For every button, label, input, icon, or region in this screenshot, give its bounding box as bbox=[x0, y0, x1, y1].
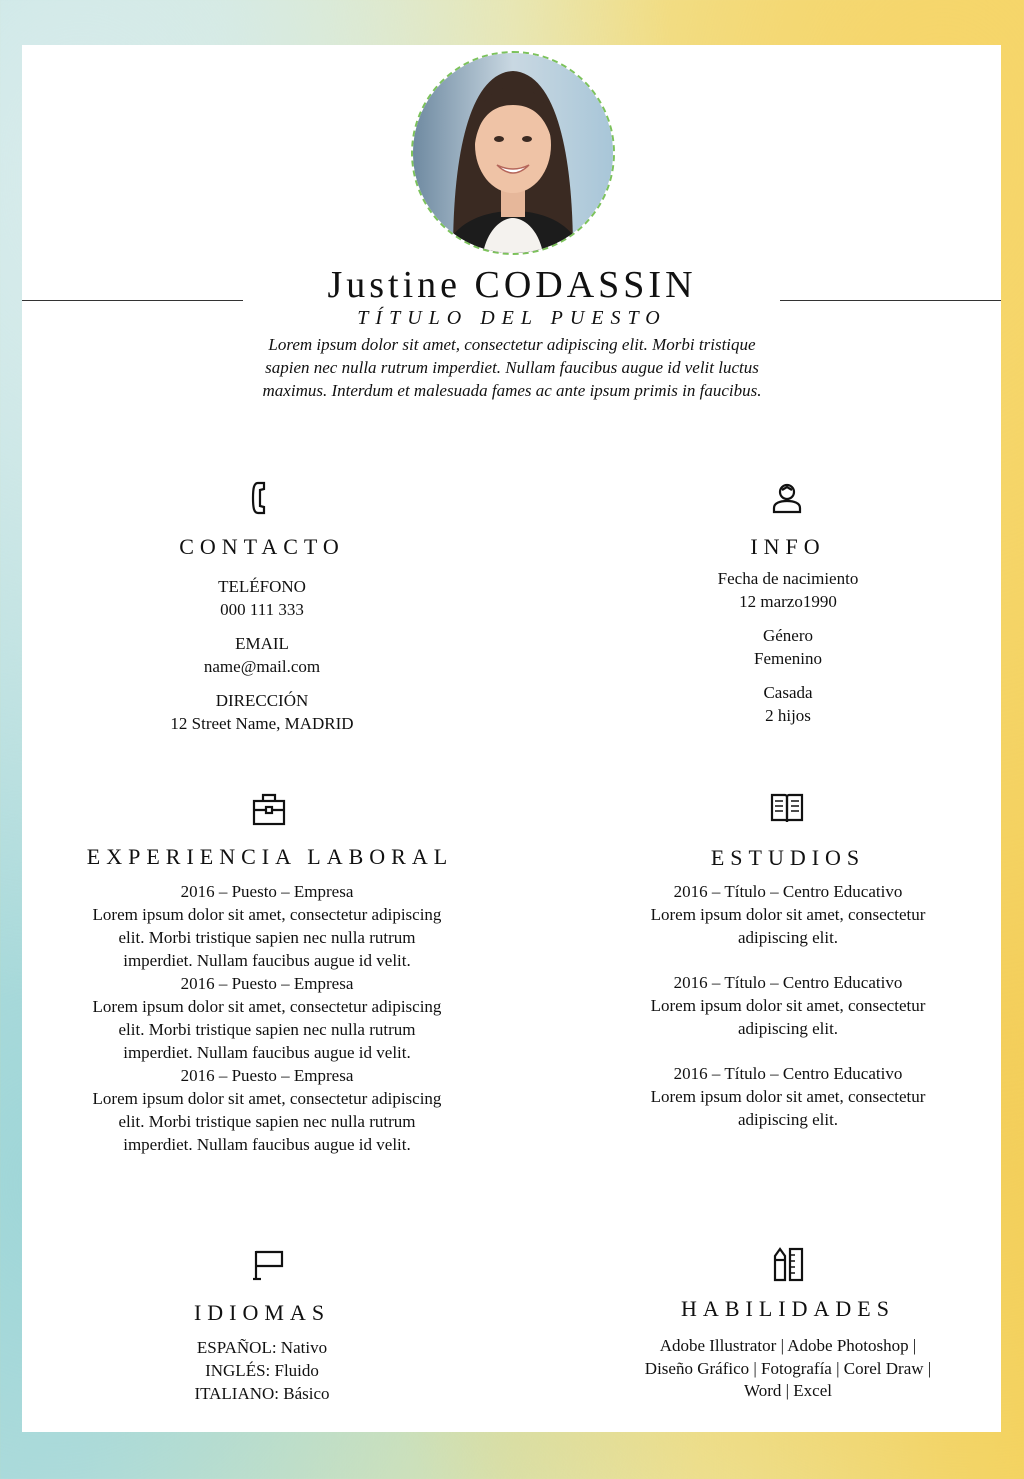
candidate-name: Justine CODASSIN bbox=[327, 264, 697, 306]
birth-label: Fecha de nacimiento bbox=[717, 569, 859, 588]
briefcase-icon bbox=[252, 792, 286, 826]
education-desc: Lorem ipsum dolor sit amet, consectetur adipiscing elit. bbox=[650, 1087, 926, 1129]
languages-heading: IDIOMAS bbox=[193, 1300, 331, 1325]
flag-icon bbox=[252, 1248, 286, 1282]
job-title: TÍTULO DEL PUESTO bbox=[357, 307, 667, 329]
profile-photo bbox=[411, 51, 615, 255]
experience-desc: Lorem ipsum dolor sit amet, consectetur adipiscing elit. Morbi tristique sapien nec nulla rutrum imperdiet. Nullam faucibus augue id velit. bbox=[92, 905, 442, 970]
header-rule-left bbox=[22, 300, 243, 301]
tools-icon bbox=[771, 1246, 805, 1282]
education-item bbox=[615, 880, 961, 949]
experience-title: 2016 – Puesto – Empresa bbox=[180, 974, 354, 993]
experience-desc: Lorem ipsum dolor sit amet, consectetur adipiscing elit. Morbi tristique sapien nec nulla rutrum imperdiet. Nullam faucibus augue id velit. bbox=[92, 997, 442, 1062]
birth-value: 12 marzo1990 bbox=[739, 592, 837, 611]
experience-item bbox=[82, 1064, 452, 1156]
experience-item bbox=[82, 880, 452, 972]
language-item: INGLÉS: Fluido bbox=[205, 1361, 319, 1380]
experience-title: 2016 – Puesto – Empresa bbox=[180, 882, 354, 901]
address-value: 12 Street Name, MADRID bbox=[170, 714, 354, 733]
info-heading: INFO bbox=[750, 534, 826, 559]
skills-list: Adobe Illustrator | Adobe Photoshop | Diseño Gráfico | Fotografía | Corel Draw | Word | Excel bbox=[644, 1336, 932, 1400]
education-title: 2016 – Título – Centro Educativo bbox=[673, 882, 903, 901]
email-label: EMAIL bbox=[235, 634, 289, 653]
experience-heading: EXPERIENCIA LABORAL bbox=[86, 844, 454, 869]
education-title: 2016 – Título – Centro Educativo bbox=[673, 1064, 903, 1083]
portrait-image bbox=[413, 53, 613, 253]
phone-value: 000 111 333 bbox=[220, 600, 304, 619]
status-value: 2 hijos bbox=[765, 706, 811, 725]
address-label: DIRECCIÓN bbox=[215, 691, 309, 710]
email-value: name@mail.com bbox=[203, 657, 321, 676]
education-list bbox=[615, 880, 961, 1131]
status-label: Casada bbox=[763, 683, 813, 702]
person-icon bbox=[771, 482, 803, 514]
education-desc: Lorem ipsum dolor sit amet, consectetur adipiscing elit. bbox=[650, 996, 926, 1038]
phone-label: TELÉFONO bbox=[218, 577, 306, 596]
education-title: 2016 – Título – Centro Educativo bbox=[673, 973, 903, 992]
language-item: ESPAÑOL: Nativo bbox=[196, 1338, 328, 1357]
experience-title: 2016 – Puesto – Empresa bbox=[180, 1066, 354, 1085]
skills-heading: HABILIDADES bbox=[681, 1296, 895, 1321]
profile-summary: Lorem ipsum dolor sit amet, consectetur adipiscing elit. Morbi tristique sapien nec nulla rutrum imperdiet. Nullam faucibus augue id velit luctus maximus. Interdum et malesuada fames ac ante ipsum primis in faucibus. bbox=[262, 335, 762, 400]
education-item bbox=[615, 1062, 961, 1131]
phone-icon bbox=[250, 480, 274, 516]
book-icon bbox=[770, 792, 804, 824]
contact-heading: CONTACTO bbox=[179, 534, 345, 559]
education-heading: ESTUDIOS bbox=[710, 845, 866, 870]
contact-section bbox=[22, 575, 502, 735]
gender-value: Femenino bbox=[754, 649, 822, 668]
gender-label: Género bbox=[762, 626, 814, 645]
education-item bbox=[615, 971, 961, 1040]
resume-page bbox=[22, 45, 1001, 1432]
languages-list bbox=[22, 1336, 502, 1405]
experience-desc: Lorem ipsum dolor sit amet, consectetur adipiscing elit. Morbi tristique sapien nec nulla rutrum imperdiet. Nullam faucibus augue id velit. bbox=[92, 1089, 442, 1154]
education-desc: Lorem ipsum dolor sit amet, consectetur adipiscing elit. bbox=[650, 905, 926, 947]
experience-item bbox=[82, 972, 452, 1064]
info-section bbox=[550, 567, 1024, 727]
experience-list bbox=[82, 880, 452, 1156]
language-item: ITALIANO: Básico bbox=[194, 1384, 330, 1403]
header-rule-right bbox=[780, 300, 1001, 301]
